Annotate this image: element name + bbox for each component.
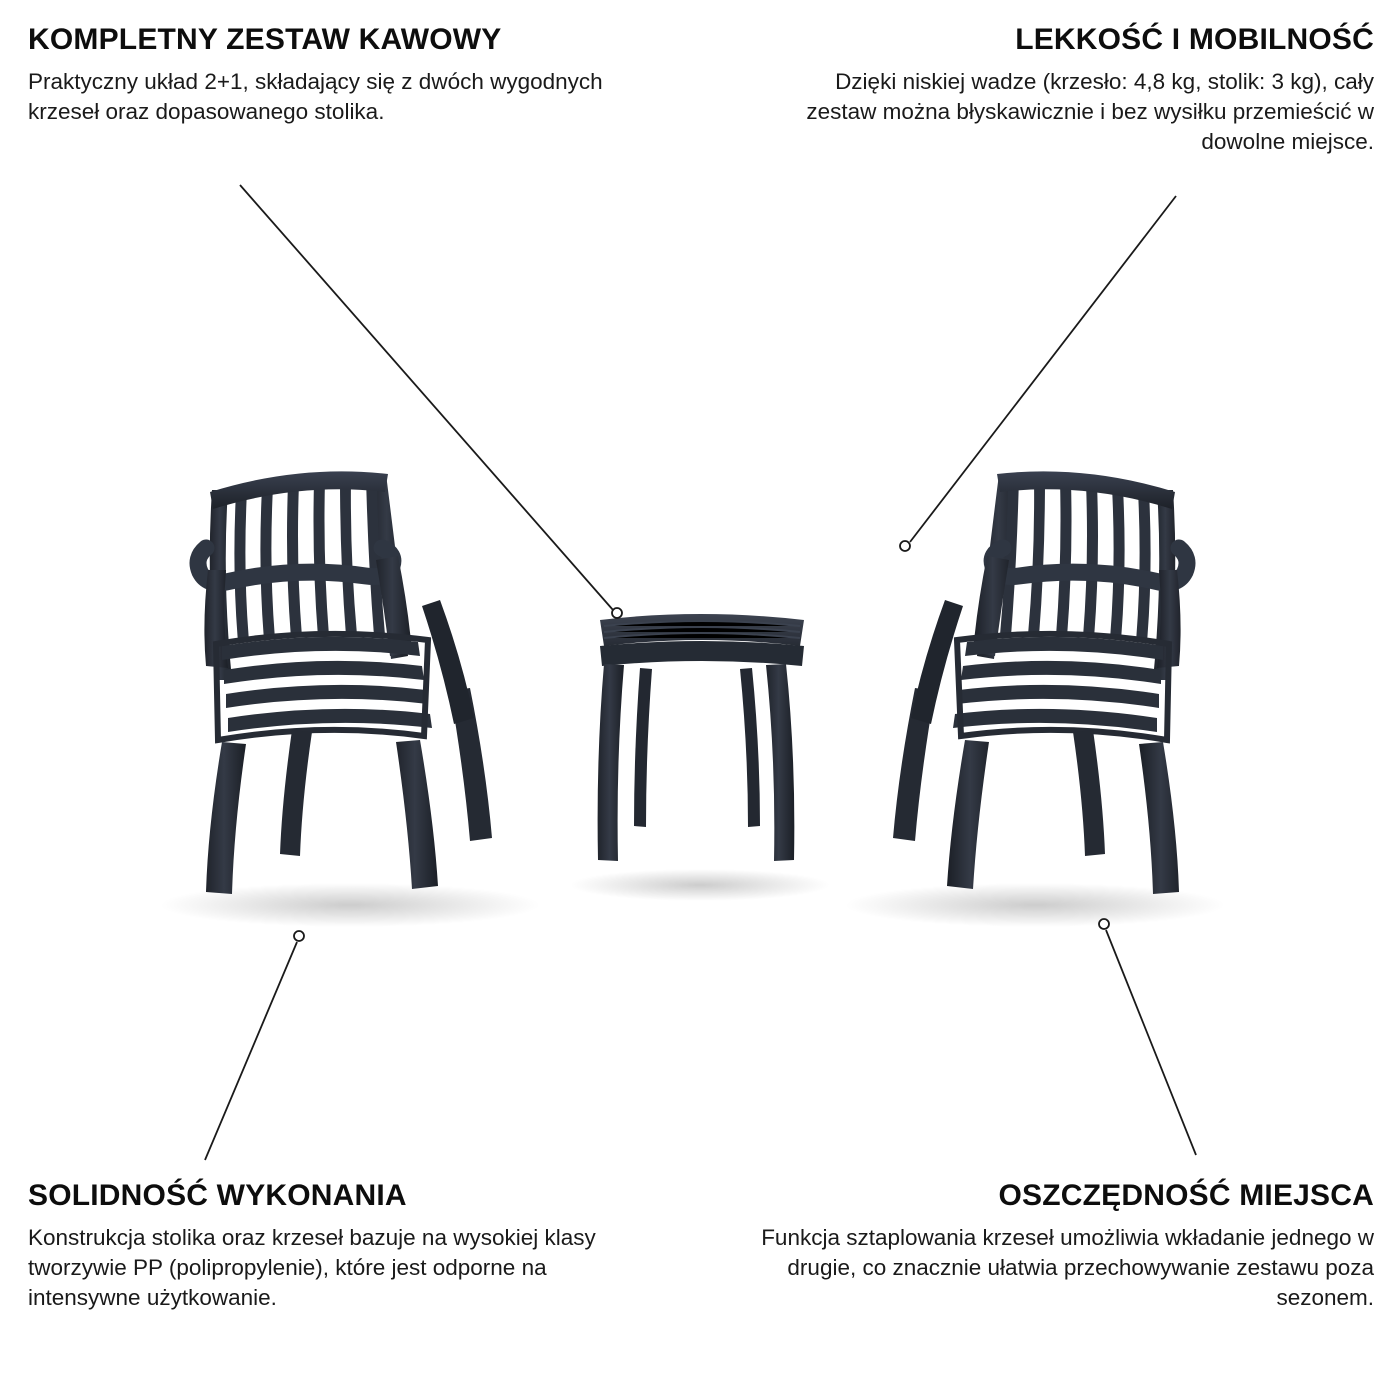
table: [598, 614, 804, 861]
chair-left: [198, 471, 492, 894]
leader-line-bottom-left: [205, 942, 297, 1160]
callout-body-top-left: Praktyczny układ 2+1, składający się z dwóch wygodnych krzeseł oraz dopasowanego stolika.: [28, 69, 603, 125]
callout-body-bottom-left: Konstrukcja stolika oraz krzeseł bazuje na wysokiej klasy tworzywie PP (polipropylenie), które jest odporne na intensywne użytkowanie.: [28, 1225, 596, 1311]
chair-right: [893, 471, 1187, 894]
product-image: [0, 430, 1400, 950]
callout-body-bottom-right: Funkcja sztaplowania krzeseł umożliwia wkładanie jednego w drugie, co znacznie ułatwia przechowywanie zestawu poza sezonem.: [761, 1225, 1374, 1311]
callout-title-bottom-right: OSZCZĘDNOŚĆ MIEJSCA: [998, 1179, 1374, 1212]
callout-body-top-right: Dzięki niskiej wadze (krzesło: 4,8 kg, stolik: 3 kg), cały zestaw można błyskawicznie i bez wysiłku przemieścić w dowolne miejsce.: [806, 69, 1374, 155]
callout-bottom-left: [28, 1178, 648, 1313]
callout-top-right: [764, 22, 1374, 157]
leader-line-bottom-right: [1106, 930, 1196, 1155]
callout-bottom-right: [754, 1178, 1374, 1313]
callout-title-bottom-left: SOLIDNOŚĆ WYKONANIA: [28, 1179, 407, 1212]
callout-top-left: [28, 22, 648, 127]
callout-title-top-left: KOMPLETNY ZESTAW KAWOWY: [28, 23, 502, 56]
callout-title-top-right: LEKKOŚĆ I MOBILNOŚĆ: [1015, 23, 1374, 56]
